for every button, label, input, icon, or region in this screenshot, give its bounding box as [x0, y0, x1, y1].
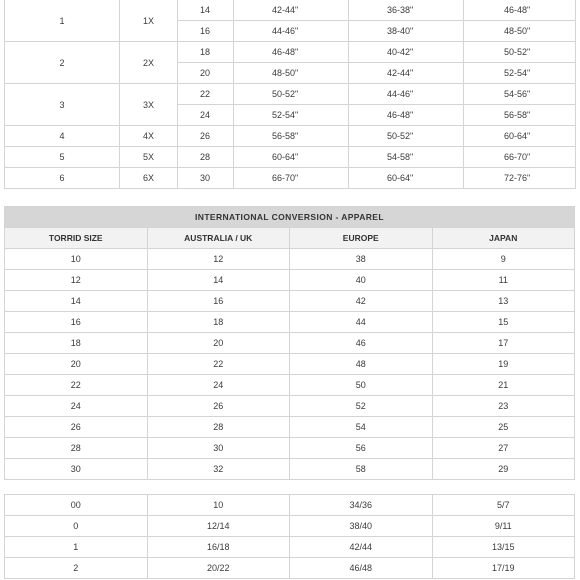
table-cell: 72-76" [464, 168, 576, 189]
international-conversion-table [4, 206, 575, 480]
table-cell: 54-56" [464, 84, 576, 105]
table-cell: 18 [178, 42, 234, 63]
table-cell: 20 [5, 354, 148, 375]
table-cell: 56 [290, 438, 433, 459]
table-cell: 17/19 [432, 558, 575, 579]
table-cell: 1 [5, 537, 148, 558]
table-row [5, 558, 575, 579]
torrid-number-cell: 1 [5, 0, 120, 42]
plus-size-cell: 2X [120, 42, 178, 84]
table-cell: 14 [178, 0, 234, 21]
table-cell: 12 [147, 249, 290, 270]
table-cell: 0 [5, 516, 148, 537]
table-cell: 12 [5, 270, 148, 291]
plus-size-cell: 1X [120, 0, 178, 42]
table-cell: 18 [147, 312, 290, 333]
table-row [5, 459, 575, 480]
table-cell: 10 [5, 249, 148, 270]
table-row [5, 495, 575, 516]
table-cell: 27 [432, 438, 575, 459]
table-cell: 46-48" [234, 42, 349, 63]
size-chart-table [4, 0, 576, 189]
table-row [5, 516, 575, 537]
table-cell: 19 [432, 354, 575, 375]
column-header-australia-uk: AUSTRALIA / UK [147, 228, 290, 249]
table-cell: 40-42" [349, 42, 464, 63]
table-cell: 42 [290, 291, 433, 312]
table-cell: 52 [290, 396, 433, 417]
table-cell: 46-48" [464, 0, 576, 21]
torrid-number-cell: 5 [5, 147, 120, 168]
table-cell: 50 [290, 375, 433, 396]
table-cell: 28 [147, 417, 290, 438]
plus-size-cell: 6X [120, 168, 178, 189]
table-cell: 20/22 [147, 558, 290, 579]
column-header-europe: EUROPE [290, 228, 433, 249]
table-cell: 13 [432, 291, 575, 312]
table-row [5, 249, 575, 270]
table-cell: 38-40" [349, 21, 464, 42]
table-cell: 14 [147, 270, 290, 291]
table-row [5, 312, 575, 333]
table-cell: 18 [5, 333, 148, 354]
table-cell: 22 [178, 84, 234, 105]
table-cell: 46/48 [290, 558, 433, 579]
table-cell: 46-48" [349, 105, 464, 126]
table-cell: 52-54" [464, 63, 576, 84]
table-cell: 46 [290, 333, 433, 354]
column-header-japan: JAPAN [432, 228, 575, 249]
table-cell: 16/18 [147, 537, 290, 558]
table-cell: 50-52" [234, 84, 349, 105]
table-cell: 13/15 [432, 537, 575, 558]
table-cell: 60-64" [464, 126, 576, 147]
table-cell: 54 [290, 417, 433, 438]
table-cell: 5/7 [432, 495, 575, 516]
table-cell: 21 [432, 375, 575, 396]
table-cell: 22 [147, 354, 290, 375]
table-cell: 30 [147, 438, 290, 459]
table-cell: 50-52" [349, 126, 464, 147]
table-cell: 38 [290, 249, 433, 270]
table-row [5, 168, 576, 189]
table-cell: 56-58" [234, 126, 349, 147]
table-cell: 23 [432, 396, 575, 417]
table-row [5, 0, 576, 21]
table-cell: 29 [432, 459, 575, 480]
table-row [5, 126, 576, 147]
table-row [5, 438, 575, 459]
table-row [5, 375, 575, 396]
table-title: INTERNATIONAL CONVERSION - APPAREL [5, 207, 575, 228]
table-cell: 16 [5, 312, 148, 333]
table-cell: 42/44 [290, 537, 433, 558]
table-cell: 26 [178, 126, 234, 147]
table-row [5, 84, 576, 105]
table-cell: 20 [147, 333, 290, 354]
table-cell: 48-50" [234, 63, 349, 84]
table-cell: 42-44" [234, 0, 349, 21]
table-row [5, 417, 575, 438]
table-cell: 66-70" [234, 168, 349, 189]
table-cell: 16 [147, 291, 290, 312]
table-cell: 16 [178, 21, 234, 42]
table-cell: 38/40 [290, 516, 433, 537]
table-cell: 9/11 [432, 516, 575, 537]
table-cell: 26 [5, 417, 148, 438]
torrid-number-cell: 2 [5, 42, 120, 84]
torrid-number-cell: 3 [5, 84, 120, 126]
table-cell: 34/36 [290, 495, 433, 516]
table-row [5, 42, 576, 63]
table-cell: 25 [432, 417, 575, 438]
table-cell: 44-46" [349, 84, 464, 105]
table-cell: 56-58" [464, 105, 576, 126]
table-cell: 60-64" [349, 168, 464, 189]
table-cell: 48-50" [464, 21, 576, 42]
table-cell: 26 [147, 396, 290, 417]
table-cell: 60-64" [234, 147, 349, 168]
table-cell: 15 [432, 312, 575, 333]
table-cell: 48 [290, 354, 433, 375]
table-row [5, 333, 575, 354]
table-cell: 2 [5, 558, 148, 579]
table-cell: 32 [147, 459, 290, 480]
table-cell: 28 [178, 147, 234, 168]
table-cell: 24 [5, 396, 148, 417]
table-cell: 36-38" [349, 0, 464, 21]
table-cell: 66-70" [464, 147, 576, 168]
size-chart-body [5, 0, 576, 189]
table-row [5, 291, 575, 312]
torrid-number-cell: 6 [5, 168, 120, 189]
table-cell: 52-54" [234, 105, 349, 126]
table-cell: 11 [432, 270, 575, 291]
table-row [5, 396, 575, 417]
table-cell: 30 [178, 168, 234, 189]
table-cell: 44-46" [234, 21, 349, 42]
table-cell: 28 [5, 438, 148, 459]
table-cell: 14 [5, 291, 148, 312]
table-cell: 00 [5, 495, 148, 516]
plus-size-cell: 4X [120, 126, 178, 147]
table-cell: 58 [290, 459, 433, 480]
international-conversion-body [5, 249, 575, 480]
table-cell: 44 [290, 312, 433, 333]
table-cell: 12/14 [147, 516, 290, 537]
plus-size-cell: 3X [120, 84, 178, 126]
table-cell: 24 [178, 105, 234, 126]
table-cell: 54-58" [349, 147, 464, 168]
table-cell: 9 [432, 249, 575, 270]
table-cell: 17 [432, 333, 575, 354]
torrid-number-cell: 4 [5, 126, 120, 147]
table-row [5, 270, 575, 291]
table-cell: 30 [5, 459, 148, 480]
table-cell: 50-52" [464, 42, 576, 63]
table-cell: 40 [290, 270, 433, 291]
bottom-conversion-table [4, 494, 575, 579]
table-row [5, 354, 575, 375]
table-row [5, 147, 576, 168]
table-cell: 10 [147, 495, 290, 516]
plus-size-cell: 5X [120, 147, 178, 168]
table-row [5, 537, 575, 558]
table-cell: 24 [147, 375, 290, 396]
table-cell: 42-44" [349, 63, 464, 84]
column-header-torrid-size: TORRID SIZE [5, 228, 148, 249]
table-cell: 22 [5, 375, 148, 396]
bottom-conversion-body [5, 495, 575, 579]
table-cell: 20 [178, 63, 234, 84]
